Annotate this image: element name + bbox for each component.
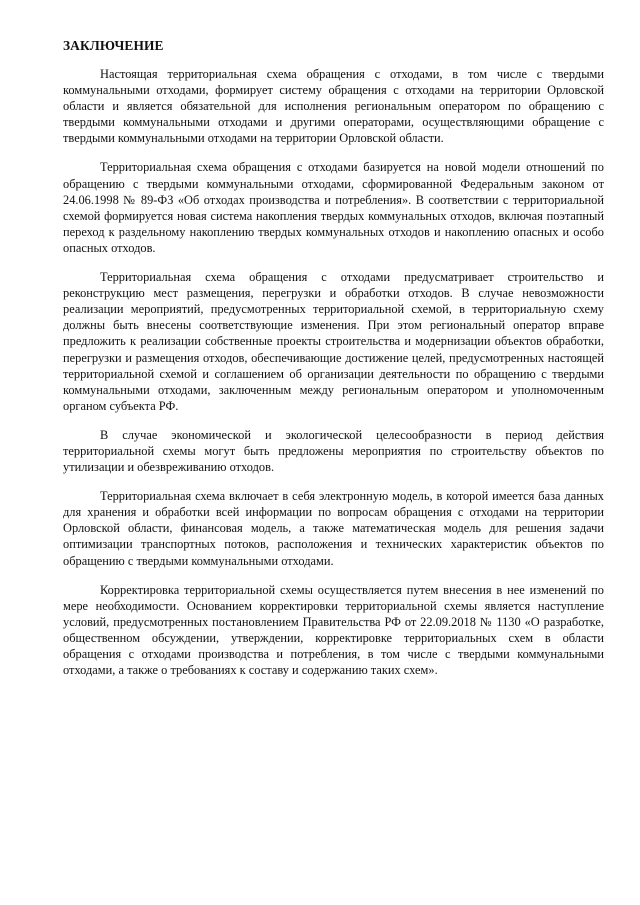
paragraph-4: В случае экономической и экологической целесообразности в период действия территориальной схемы могут быть предложены мероприятия по строительству объектов по утилизации и обезвреживанию отходов.: [63, 427, 604, 475]
paragraph-6: Корректировка территориальной схемы осуществляется путем внесения в нее изменений по мере необходимости. Основанием корректировки территориальной схемы является наступление условий, предусмотренных постановлением Правительства РФ от 22.09.2018 № 1130 «О разработке, общественном обсуждении, утверждении, корректировке территориальных схем в области обращения с отходами производства и потребления, в том числе с твердыми коммунальными отходами, а также о требованиях к составу и содержанию таких схем».: [63, 582, 604, 678]
paragraph-1: Настоящая территориальная схема обращения с отходами, в том числе с твердыми коммунальными отходами, формирует систему обращения с отходами на территории Орловской области и является обязательной для исполнения региональным оператором по обращению с твердыми коммунальными отходами и другими операторами, осуществляющими обращение с твердыми коммунальными отходами на территории Орловской области.: [63, 67, 604, 146]
paragraph-2: Территориальная схема обращения с отходами базируется на новой модели отношений по обращению с твердыми коммунальными отходами, сформированной Федеральным законом от 24.06.1998 № 89-ФЗ «Об отходах производства и потребления». В соответствии с территориальной схемой формируется новая система накопления твердых коммунальных отходов, включая поэтапный переход к раздельному накоплению твердых коммунальных отходов и накоплению опасных и особо опасных отходов.: [63, 160, 604, 255]
paragraph-5: Территориальная схема включает в себя электронную модель, в которой имеется база данных для хранения и обработки всей информации по вопросам обращения с отходами на территории Орловской области, финансовая модель, а также математическая модель для решения задачи оптимизации транспортных потоков, расположения и технических характеристик объектов по обращению с твердыми коммунальными отходами.: [63, 489, 604, 568]
paragraph-3: Территориальная схема обращения с отходами предусматривает строительство и реконструкцию мест размещения, перегрузки и обработки отходов. В случае невозможности реализации мероприятий, предусмотренных территориальной схемой, в территориальную схему должны быть внесены соответствующие изменения. При этом региональный оператор вправе предложить к реализации собственные проекты строительства и модернизации объектов обработки, перегрузки и размещения отходов, обеспечивающие достижение целей, предусмотренных настоящей территориальной схемой и соглашением об организации деятельности по обращению с твердыми коммунальными отходами, заключенным между региональным оператором и уполномоченным органом субъекта РФ.: [63, 270, 604, 413]
section-heading: ЗАКЛЮЧЕНИЕ: [63, 38, 164, 53]
document-page: [63, 38, 604, 691]
